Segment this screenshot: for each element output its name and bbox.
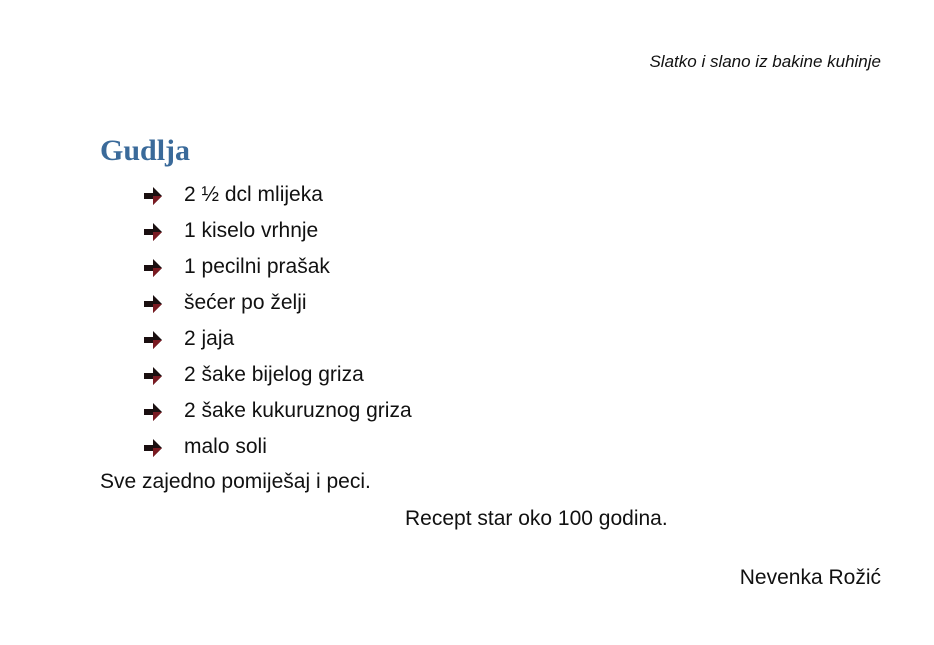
arrow-down-right-icon <box>142 436 164 458</box>
recipe-note: Recept star oko 100 godina. <box>405 507 668 530</box>
recipe-title: Gudlja <box>100 134 191 167</box>
ingredient-item <box>142 429 412 465</box>
recipe-author: Nevenka Rožić <box>739 566 881 589</box>
arrow-down-right-icon <box>142 364 164 386</box>
arrow-down-right-icon <box>142 328 164 350</box>
ingredient-item <box>142 393 412 429</box>
ingredient-list <box>142 177 412 465</box>
arrow-down-right-icon <box>142 184 164 206</box>
ingredient-text: 1 pecilni prašak <box>184 255 330 278</box>
ingredient-text: 2 šake kukuruznog griza <box>184 399 412 422</box>
ingredient-text: malo soli <box>184 435 267 458</box>
ingredient-item <box>142 357 412 393</box>
ingredient-item <box>142 321 412 357</box>
ingredient-text: 1 kiselo vrhnje <box>184 219 319 242</box>
ingredient-item <box>142 213 412 249</box>
arrow-down-right-icon <box>142 256 164 278</box>
ingredient-item <box>142 177 412 213</box>
arrow-down-right-icon <box>142 292 164 314</box>
ingredient-text: 2 jaja <box>184 327 235 350</box>
ingredient-item <box>142 285 412 321</box>
ingredient-text: šećer po želji <box>184 291 307 314</box>
recipe-instruction: Sve zajedno pomiješaj i peci. <box>100 470 371 493</box>
ingredient-text: 2 šake bijelog griza <box>184 363 364 386</box>
arrow-down-right-icon <box>142 400 164 422</box>
ingredient-text: 2 ½ dcl mlijeka <box>184 183 323 206</box>
ingredient-item <box>142 249 412 285</box>
arrow-down-right-icon <box>142 220 164 242</box>
book-title-header: Slatko i slano iz bakine kuhinje <box>649 52 881 71</box>
